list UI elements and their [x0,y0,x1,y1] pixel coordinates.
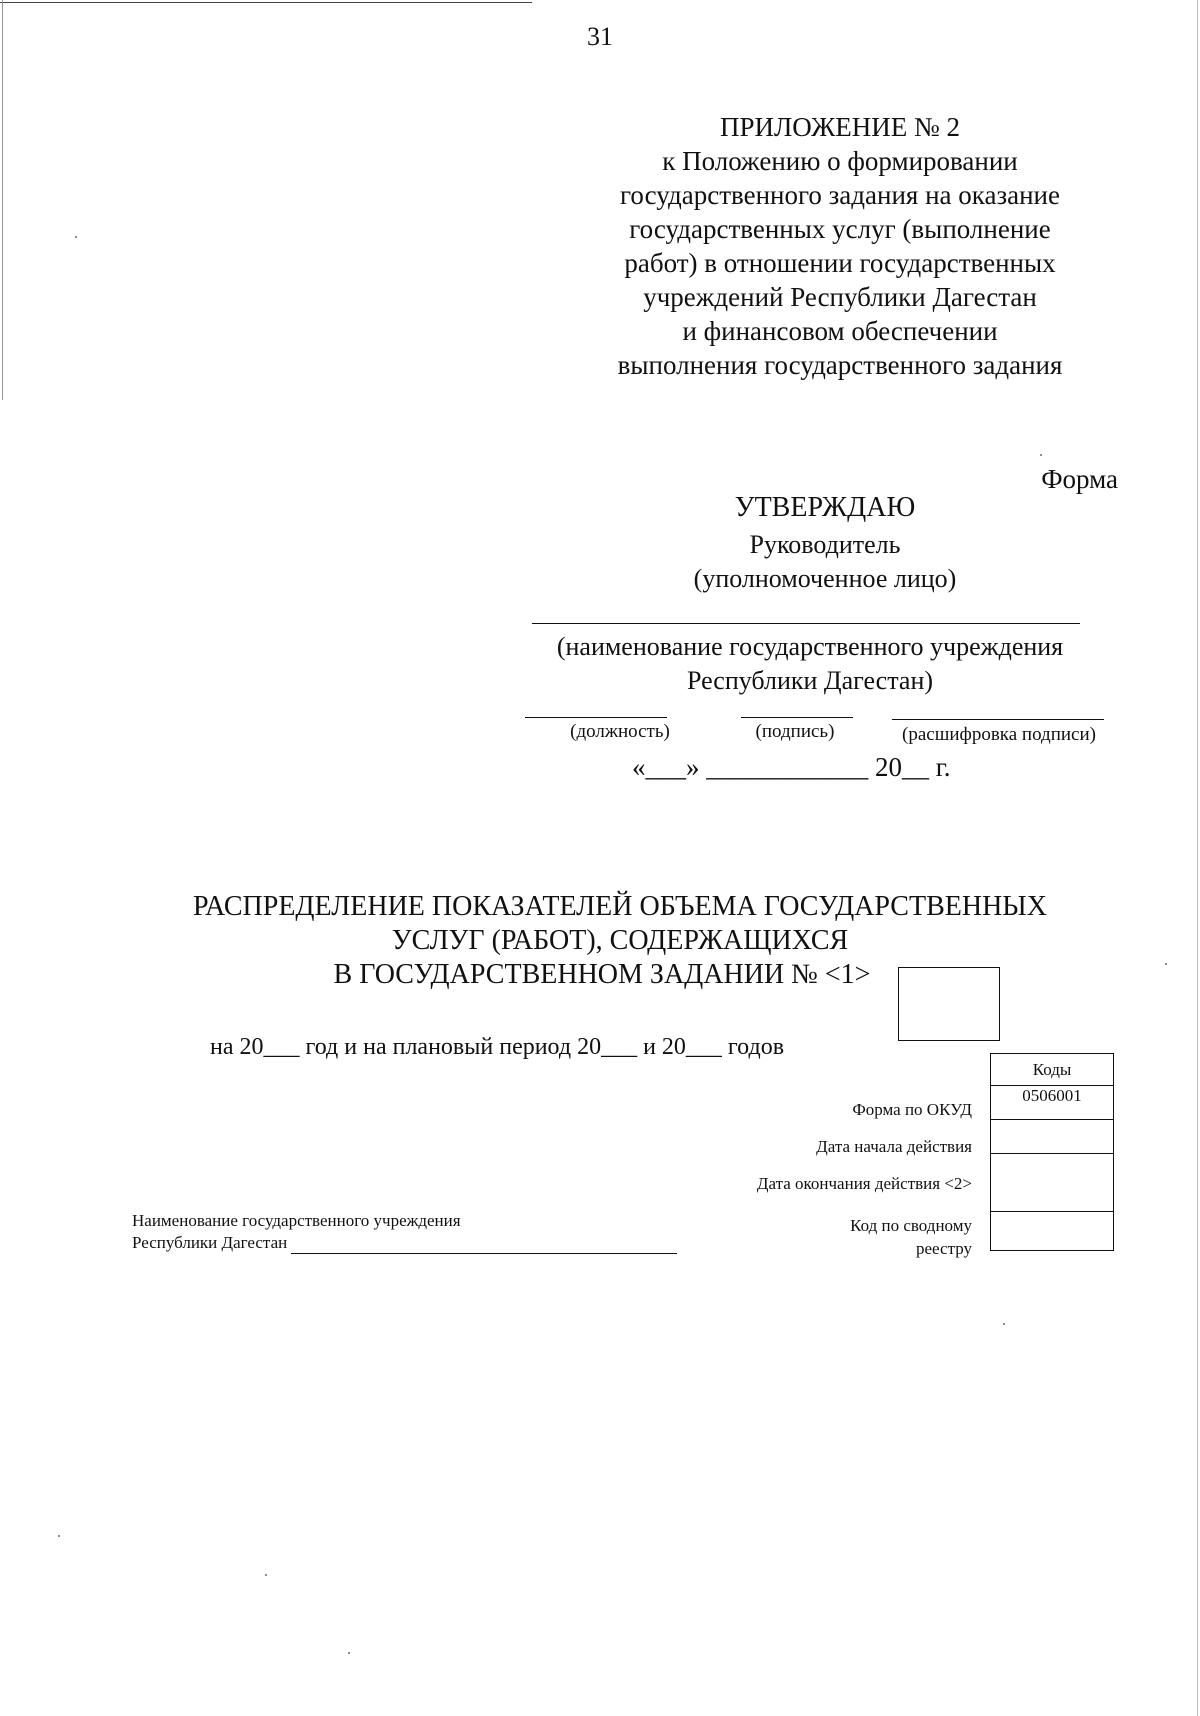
codes-table [990,1053,1114,1251]
period-line: на 20___ год и на плановый период 20___ и 20___ годов [210,1034,785,1060]
signature-decoding-caption: (расшифровка подписи) [902,724,1096,745]
institution-name-underline [291,1235,677,1254]
position-field-line [525,717,667,718]
scan-speck [1165,963,1167,965]
end-date-cell [991,1154,1114,1212]
codes-header-row [991,1054,1114,1086]
codes-row [991,1212,1114,1251]
institution-caption-line: Республики Дагестан) [686,666,934,695]
approval-role: Руководитель [749,530,901,559]
appendix-line: к Положению о формировании [662,146,1018,176]
appendix-line: государственного задания на оказание [620,180,1060,210]
end-date-label: Дата окончания действия <2> [756,1174,972,1193]
okud-code-cell: 0506001 [991,1086,1114,1120]
signature-caption: (подпись) [755,721,835,742]
scan-speck [75,236,77,238]
scan-edge-line [0,2,532,3]
approval-role-note: (уполномоченное лицо) [693,564,957,593]
registry-code-label: Код по сводному [850,1216,972,1235]
institution-caption [500,630,1120,698]
scan-speck [265,1574,267,1576]
document-title-line: УСЛУГ (РАБОТ), СОДЕРЖАЩИХСЯ [391,925,849,956]
appendix-line: ПРИЛОЖЕНИЕ № 2 [719,112,961,142]
approval-title: УТВЕРЖДАЮ [734,492,916,523]
scan-speck [58,1535,60,1537]
start-date-label: Дата начала действия [816,1137,972,1156]
scan-edge-line [1197,0,1198,1716]
appendix-line: и финансовом обеспечении [682,316,998,346]
task-number-box [898,967,1000,1041]
signature-decoding-field-line [892,719,1104,720]
appendix-line: выполнения государственного задания [617,350,1063,380]
appendix-header [560,110,1120,382]
appendix-line: учреждений Республики Дагестан [643,282,1037,312]
institution-name-label-2: Республики Дагестан [132,1233,288,1252]
institution-caption-line: (наименование государственного учреждения [556,632,1064,661]
okud-label: Форма по ОКУД [852,1100,972,1119]
document-title-line: В ГОСУДАРСТВЕННОМ ЗАДАНИИ № <1> [333,959,871,990]
institution-name-field [132,1210,677,1254]
page-number: 31 [587,22,613,51]
institution-name-field-line [532,623,1080,624]
scan-edge-line [2,0,3,400]
start-date-cell [991,1120,1114,1154]
appendix-line: государственных услуг (выполнение [629,214,1051,244]
appendix-line: работ) в отношении государственных [624,248,1056,278]
document-title-line: РАСПРЕДЕЛЕНИЕ ПОКАЗАТЕЛЕЙ ОБЪЕМА ГОСУДАРСТВЕННЫХ [193,891,1047,922]
signature-field-line [741,717,853,718]
approval-date-line: «___» ____________ 20__ г. [632,752,951,782]
scan-speck [348,1652,350,1654]
registry-code-cell [991,1212,1114,1251]
position-caption: (должность) [570,721,670,742]
codes-row [991,1154,1114,1212]
codes-header: Коды [991,1054,1114,1086]
registry-code-label-2: реестру [916,1239,972,1258]
scan-speck [1040,454,1042,456]
codes-row [991,1120,1114,1154]
codes-row [991,1086,1114,1120]
scan-speck [1003,1323,1005,1325]
institution-name-label: Наименование государственного учреждения [132,1211,461,1230]
form-label: Форма [1041,464,1118,494]
